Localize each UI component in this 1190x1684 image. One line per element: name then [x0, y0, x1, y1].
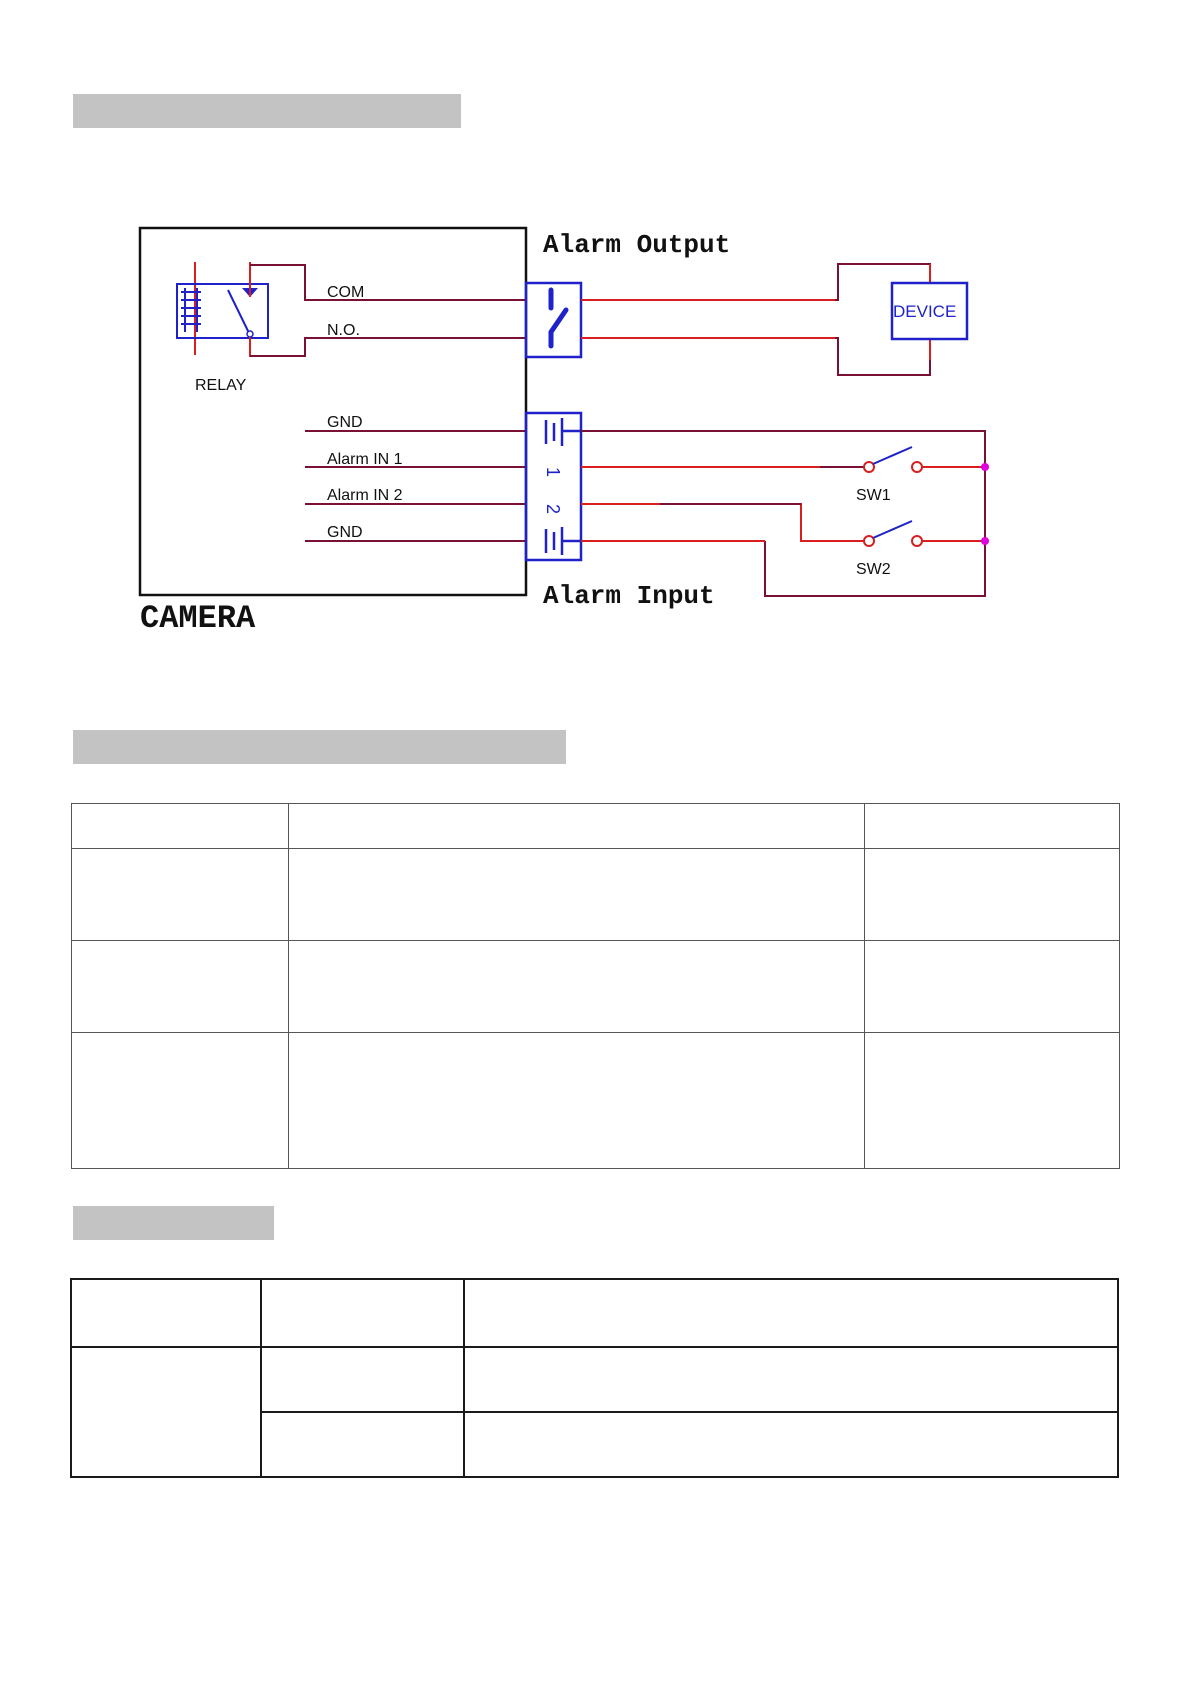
table-cell [464, 1412, 1118, 1477]
junction-dot-sw1 [981, 463, 989, 471]
table-cell [72, 849, 289, 941]
com-label: COM [327, 284, 365, 301]
alarm-in-1-label: Alarm IN 1 [327, 451, 403, 468]
device-label: DEVICE [893, 302, 957, 321]
table-cell [72, 941, 289, 1033]
table-cell [464, 1279, 1118, 1347]
output-switch-symbol [551, 290, 566, 346]
ground-symbol-bottom [546, 527, 581, 555]
section-heading-bar [73, 730, 566, 764]
table-cell [865, 849, 1120, 941]
sw2-label: SW2 [856, 561, 891, 578]
alarm-in-2-label: Alarm IN 2 [327, 487, 403, 504]
no-label: N.O. [327, 322, 360, 339]
section-heading-bar [73, 1206, 274, 1240]
table-cell [289, 849, 865, 941]
table-row [72, 1033, 1120, 1169]
alarm-output-label: Alarm Output [543, 230, 731, 260]
table-cell [865, 804, 1120, 849]
table-cell [71, 1279, 261, 1347]
table-row [71, 1347, 1118, 1412]
ground-symbol-top [546, 418, 581, 446]
gnd-loop-wire [581, 431, 985, 596]
gnd-bottom-label: GND [327, 524, 363, 541]
table-row [72, 941, 1120, 1033]
table-row [71, 1279, 1118, 1347]
table-cell [464, 1347, 1118, 1412]
terminal-1-label: 1 [543, 467, 563, 478]
camera-label: CAMERA [140, 600, 256, 637]
sw1-switch [864, 447, 985, 472]
relay-symbol [177, 262, 268, 357]
table-cell [289, 804, 865, 849]
table-cell [865, 1033, 1120, 1169]
table-cell [261, 1279, 464, 1347]
table-cell [72, 804, 289, 849]
junction-dot-sw2 [981, 537, 989, 545]
table-cell [71, 1347, 261, 1477]
spec-table-2 [70, 1278, 1119, 1478]
table-cell [72, 1033, 289, 1169]
no-wire [250, 338, 526, 356]
alarm-wiring-diagram [0, 0, 1190, 700]
terminal-2-label: 2 [543, 504, 563, 515]
spec-table-1 [71, 803, 1120, 1169]
sw2-switch [864, 521, 985, 546]
gnd-top-label: GND [327, 414, 363, 431]
table-cell [289, 1033, 865, 1169]
table-cell [865, 941, 1120, 1033]
table-cell [261, 1347, 464, 1412]
table-cell [261, 1412, 464, 1477]
com-wire [250, 265, 526, 300]
sw1-label: SW1 [856, 487, 891, 504]
table-cell [289, 941, 865, 1033]
table-row [72, 804, 1120, 849]
relay-label: RELAY [195, 377, 247, 394]
alarm-input-label: Alarm Input [543, 581, 715, 611]
device-wire-bottom [835, 338, 930, 375]
table-row [72, 849, 1120, 941]
in2-wire [581, 504, 869, 541]
